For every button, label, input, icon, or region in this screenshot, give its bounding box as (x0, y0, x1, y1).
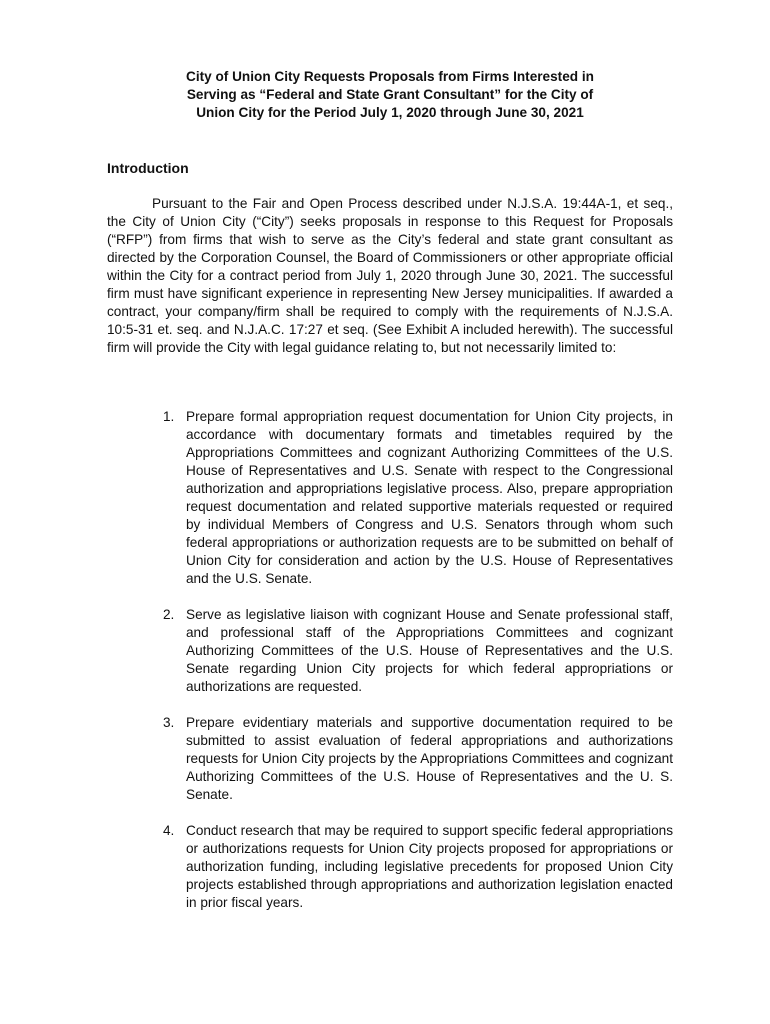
list-item-text: Conduct research that may be required to support specific federal appropriations or authorizations requests for Union City projects proposed for appropriations or authorization funding, including legislative precedents for proposed Union City projects established through appropriations and authorization legislation enacted in prior fiscal years. (186, 823, 673, 910)
list-item (160, 714, 673, 804)
section-heading: Introduction (107, 160, 189, 176)
list-item-number: 2. (163, 607, 175, 622)
document-title (107, 68, 673, 122)
intro-paragraph: Pursuant to the Fair and Open Process described under N.J.S.A. 19:44A-1, et seq., the City of Union City (“City”) seeks proposals in response to this Request for Proposals (“RFP”) from firms that wish to serve as the City’s federal and state grant consultant as directed by the Corporation Counsel, the Board of Commissioners or other appropriate official within the City for a contract period from July 1, 2020 through June 30, 2021. The successful firm must have significant experience in representing New Jersey municipalities. If awarded a contract, your company/firm shall be required to comply with the requirements of N.J.S.A. 10:5-31 et. seq. and N.J.A.C. 17:27 et seq. (See Exhibit A included herewith). The successful firm will provide the City with legal guidance relating to, but not necessarily limited to: (107, 196, 673, 355)
list-item (160, 408, 673, 588)
list-item-text: Prepare formal appropriation request documentation for Union City projects, in accordance with documentary formats and timetables required by the Appropriations Committees and cognizant Authorizing Committees of the U.S. House of Representatives and U.S. Senate with respect to the Congressional authorization and appropriations legislative process. Also, prepare appropriation request documentation and related supportive materials requested or required by individual Members of Congress and U.S. Senators through whom such federal appropriations or authorization requests are to be submitted on behalf of Union City for consideration and action by the U.S. House of Representatives and the U.S. Senate. (186, 409, 673, 586)
services-list (160, 408, 673, 930)
list-item (160, 822, 673, 912)
title-line-3: Union City for the Period July 1, 2020 through June 30, 2021 (196, 105, 584, 120)
list-item-number: 1. (163, 409, 175, 424)
list-item (160, 606, 673, 696)
list-item-number: 3. (163, 715, 175, 730)
list-item-text: Serve as legislative liaison with cognizant House and Senate professional staff, and professional staff of the Appropriations Committees and cognizant Authorizing Committees of the U.S. House of Representatives and the U.S. Senate regarding Union City projects for which federal appropriations or authorizations are requested. (186, 607, 673, 694)
title-line-2: Serving as “Federal and State Grant Consultant” for the City of (186, 87, 594, 102)
list-item-number: 4. (163, 823, 175, 838)
title-line-1: City of Union City Requests Proposals from Firms Interested in (186, 69, 594, 84)
list-item-text: Prepare evidentiary materials and supportive documentation required to be submitted to assist evaluation of federal appropriations and authorizations requests for Union City projects by the Appropriations Committees and cognizant Authorizing Committees of the U.S. House of Representatives and the U. S. Senate. (186, 715, 673, 802)
